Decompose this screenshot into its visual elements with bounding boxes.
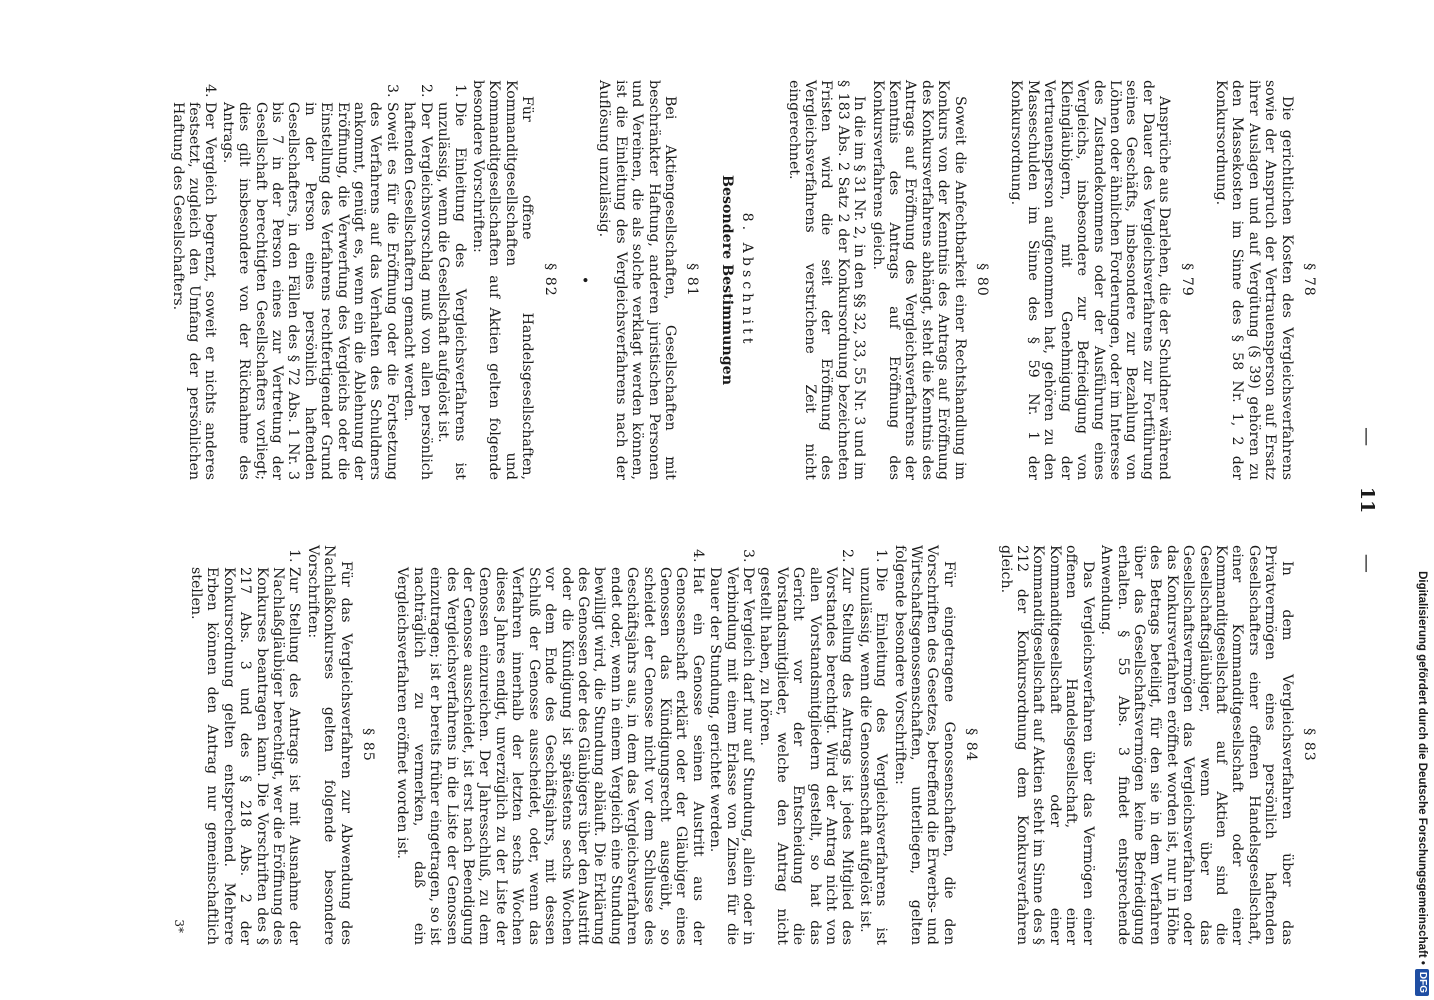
left-column xyxy=(15,80,1335,480)
section-81-text: Bei Aktiengesellschaften, Gesellschaften mit beschränkter Haftung, anderen juristischen Personen und Vereinen, die als solche verklagt werden können, ist die Einleitung des Vergleichsverfahrens nach der Auflösung unzulässig. xyxy=(596,80,678,480)
section-82-item: 4. Der Vergleich begrenzt, soweit er nichts anderes festsetzt, zugleich den Umfang der persönlichen Haftung des Gesellschafters. xyxy=(169,102,218,480)
section-84-list xyxy=(394,545,889,945)
signature-mark: 3* xyxy=(171,919,186,933)
page-number: 11 xyxy=(1356,486,1378,514)
separator-dot: • xyxy=(575,275,592,285)
section-78-heading: § 78 xyxy=(1301,263,1317,297)
dfg-logo-icon: DFG xyxy=(1415,969,1429,996)
header-dash-left: — xyxy=(1356,427,1378,447)
section-85-list xyxy=(188,545,303,945)
section-82-list xyxy=(169,80,467,480)
section-82-item: 2. Der Vergleichsvorschlag muß von allen persönlich haftenden Gesellschaftern gemacht werden. xyxy=(401,102,434,480)
section-84-item: 4. Hat ein Genosse seinen Austritt aus der Genossenschaft erklärt oder der Gläubiger eines Genossen das Kündigungsrecht ausgeübt, so scheidet der Genosse nicht vor dem Schlusse des Geschäftsjahrs aus, in dem das Vergleichsverfahren endet oder, wenn in einem Vergleich eine Stundung bewilligt wird, die Stundung abläuft. Die Erklärung des Genossen oder des Gläubigers über den Austritt oder die Kündigung ist spätestens sechs Wochen vor dem Ende des Geschäftsjahrs, mit dessen Schluß der Genosse ausscheidet, oder, wenn das Verfahren innerhalb der letzten sechs Wochen dieses Jahres endigt, unverzüglich zu der Liste der Genossen einzureichen. Der Jahresschluß, zu dem der Genosse ausscheidet, ist erst nach Beendigung des Vergleichsverfahrens in die Liste der Genossen einzutragen; ist er bereits früher eingetragen, so ist nachträglich zu vermerken, daß ein Vergleichsverfahren eröffnet worden ist. xyxy=(394,567,706,945)
section-84-item: 3. Der Vergleich darf nur auf Stundung, allein oder in Verbindung mit einem Erlasse von Zinsen für die Dauer der Stundung, gerichtet werden. xyxy=(707,567,756,945)
section-84-item: 2. Zur Stellung des Antrags ist jedes Mitglied des Vorstandes berechtigt. Wird der Antrag nicht von allen Vorstandsmitgliedern gestellt, so hat das Gericht vor der Entscheidung die Vorstandsmitglieder, welche den Antrag nicht gestellt haben, zu hören. xyxy=(757,567,855,945)
section-85-item: 1. Zur Stellung des Antrags ist mit Ausnahme der Nachlaßgläubiger berechtigt, wer die Eröffnung des Konkurses beantragen kann. Die Vorschriften des § 217 Abs. 3 und des § 218 Abs. 2 der Konkursordnung gelten entsprechend. Mehrere Erben können den Antrag nur gemeinschaftlich stellen. xyxy=(188,567,303,945)
chapter-title: 8. Abschnitt xyxy=(739,212,756,348)
section-80-text-2: In die im § 31 Nr. 2, in den §§ 32, 33, 55 Nr. 3 und im § 183 Abs. 2 Satz 2 der Konkursordnung bezeichneten Fristen wird die seit der Eröffnung des Vergleichsverfahrens verstrichene Zeit nicht eingerechnet. xyxy=(785,80,868,480)
section-80-text-1: Soweit die Anfechtbarkeit einer Rechtshandlung im Konkurs von der Kenntnis des Antrags auf Eröffnung des Konkursverfahrens abhängt, steht die Kenntnis des Antrags auf Eröffnung des Vergleichsverfahrens der Kenntnis des Antrags auf Eröffnung des Konkursverfahrens gleich. xyxy=(869,80,968,480)
section-82-item: 3. Soweit es für die Eröffnung oder die Fortsetzung des Verfahrens auf das Verhalten des Schuldners ankommt, genügt es, wenn ein die Ablehnung der Eröffnung, die Verwerfung des Vergleichs oder die Einstellung des Verfahrens rechtfertigender Grund in der Person eines persönlich haftenden Gesellschafters, in den Fällen des § 72 Abs. 1 Nr. 3 bis 7 in der Person eines zur Vertretung der Gesellschaft berechtigten Gesellschafters vorliegt; dies gilt insbesondere von der Rücknahme des Antrags. xyxy=(219,102,399,480)
section-78-text: Die gerichtlichen Kosten des Vergleichsverfahrens sowie der Anspruch der Vertrauensperson auf Ersatz ihrer Auslagen und auf Vergütung (§ 39) gehören zu den Massekosten im Sinne des § 58 Nr. 1, 2 der Konkursordnung. xyxy=(1212,80,1295,480)
section-84-item: 1. Die Einleitung des Vergleichsverfahrens ist unzulässig, wenn die Genossenschaft aufgelöst ist. xyxy=(856,567,889,945)
section-84-heading: § 84 xyxy=(963,728,980,762)
chapter-subtitle: Besondere Bestimmungen xyxy=(718,174,735,386)
section-79-text: Ansprüche aus Darlehen, die der Schuldner während der Dauer des Vergleichsverfahrens zur Fortführung seines Geschäfts, insbesondere zur Bezahlung von Löhnen oder ähnlichen Forderungen, oder im Interesse des Zustandekommens oder der Ausführung eines Vergleichs, insbesondere zur Befriedigung von Kleingläubigern, mit Genehmigung der Vertrauensperson aufgenommen hat, gehören zu den Masseschulden im Sinne des § 59 Nr. 1 der Konkursordnung. xyxy=(1008,80,1173,480)
section-84-intro: Für eingetragene Genossenschaften, die den Vorschriften des Gesetzes, betreffend die Erwerbs- und Wirtschaftsgenossenschaften, unterliegen, gelten folgende besondere Vorschriften: xyxy=(891,545,957,945)
page-header xyxy=(1356,0,1378,1000)
credit-text: Digitalisierung gefördert durch die Deutsche Forschungsgemeinschaft • xyxy=(1416,571,1428,965)
section-83-text-1: In dem Vergleichsverfahren über das Privatvermögen eines persönlich haftenden Gesellschafters einer offenen Handelsgesellschaft, einer Kommanditgesellschaft oder einer Kommanditgesellschaft auf Aktien sind die Gesellschaftsgläubiger, wenn über das Gesellschaftsvermögen das Vergleichsverfahren oder das Konkursverfahren eröffnet worden ist, nur in Höhe des Betrags beteiligt, für den sie in dem Verfahren über das Gesellschaftsvermögen keine Befriedigung erhalten. § 55 Abs. 3 findet entsprechende Anwendung. xyxy=(1098,545,1295,945)
section-82-item: 1. Die Einleitung des Vergleichsverfahrens ist unzulässig, wenn die Gesellschaft aufgelöst ist. xyxy=(435,102,468,480)
section-81-heading: § 81 xyxy=(684,263,701,297)
section-85-intro: Für das Vergleichsverfahren zur Abwendung des Nachlaßkonkurses gelten folgende besondere Vorschriften: xyxy=(304,545,354,945)
section-82-heading: § 82 xyxy=(541,263,558,297)
section-82-intro: Für offene Handelsgesellschaften, Kommanditgesellschaften und Kommanditgesellschaften auf Aktien gelten folgende besondere Vorschriften: xyxy=(469,80,536,480)
right-column xyxy=(15,545,1335,945)
section-80-heading: § 80 xyxy=(974,263,991,297)
section-85-heading: § 85 xyxy=(360,728,377,762)
digitization-credit xyxy=(1411,6,1433,996)
section-83-heading: § 83 xyxy=(1301,728,1317,762)
section-79-heading: § 79 xyxy=(1178,263,1195,297)
section-83-text-2: Das Vergleichsverfahren über das Vermögen einer offenen Handelsgesellschaft, einer Kommanditgesellschaft oder einer Kommanditgesellschaft auf Aktien steht im Sinne des § 212 der Konkursordnung dem Konkursverfahren gleich. xyxy=(997,545,1096,945)
header-dash-right: — xyxy=(1356,553,1378,573)
